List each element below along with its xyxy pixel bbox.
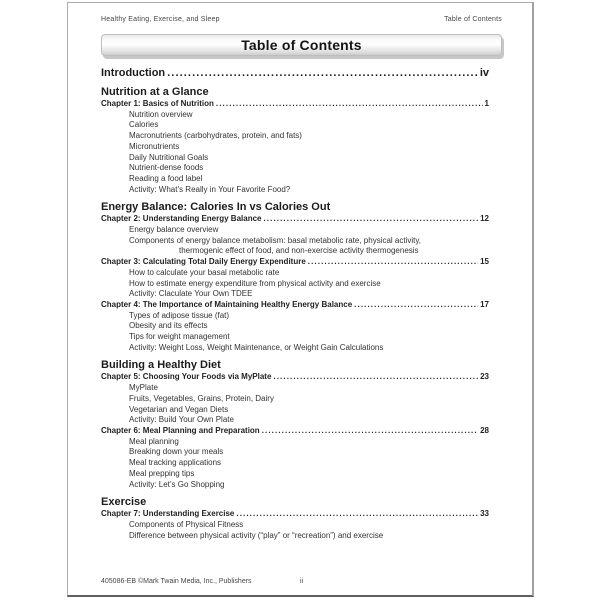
toc-entry-label: Types of adipose tissue (fat)	[129, 310, 230, 320]
toc-entry-chapter	[101, 257, 502, 268]
page-title: Table of Contents	[241, 37, 362, 53]
toc-entry-label: Chapter 6: Meal Planning and Preparation	[101, 425, 260, 435]
toc-page-number: 33	[480, 509, 489, 519]
toc-entry-item	[101, 142, 502, 153]
toc-entry-item	[101, 447, 502, 458]
toc-entry-section	[101, 359, 502, 372]
toc-entry-item	[101, 110, 502, 121]
toc-entry-label: Activity: What’s Really in Your Favorite Food?	[129, 184, 291, 194]
toc-page-number: 1	[484, 99, 489, 108]
toc-entry-chapter	[101, 509, 502, 520]
toc-entry-item	[101, 289, 502, 300]
toc-leader-dots	[308, 257, 478, 268]
toc-entry-label: Nutrient-dense foods	[129, 163, 204, 173]
toc-entry-item	[101, 163, 502, 174]
toc-entry-intro	[101, 67, 502, 80]
toc-entry-item	[101, 394, 502, 405]
toc-entry-item	[101, 343, 502, 354]
toc-leader-dots	[167, 67, 478, 80]
document-page	[67, 2, 534, 597]
toc-page-number: 17	[480, 299, 489, 309]
toc-entry-label: Activity: Let’s Go Shopping	[129, 479, 225, 489]
toc-entry-label: Chapter 1: Basics of Nutrition	[101, 99, 214, 108]
toc-entry-item	[101, 279, 502, 290]
toc-entry-label: Chapter 3: Calculating Total Daily Energy Expenditure	[101, 257, 306, 267]
toc-entry-label: Activity: Claculate Your Own TDEE	[129, 289, 253, 299]
toc-entry-chapter	[101, 426, 502, 437]
toc-entry-label: Energy balance overview	[129, 225, 219, 235]
toc-entry-label: How to calculate your basal metabolic rate	[129, 267, 280, 277]
toc-entry-section	[101, 496, 502, 509]
toc-entry-label: Activity: Weight Loss, Weight Maintenance, or Weight Gain Calculations	[129, 342, 384, 352]
toc-entry-label: Components of Physical Fitness	[129, 519, 244, 529]
toc-entry-chapter	[101, 300, 502, 311]
toc-entry-label: Exercise	[101, 496, 147, 509]
toc-title-banner	[101, 34, 502, 56]
toc-entry-item	[101, 268, 502, 279]
toc-entry-label: Chapter 2: Understanding Energy Balance	[101, 214, 262, 224]
toc-entry-item	[101, 225, 502, 236]
toc-entry-item	[101, 437, 502, 448]
toc-entry-label: Nutrition overview	[129, 109, 193, 119]
toc-entry-label: Nutrition at a Glance	[101, 86, 209, 98]
toc-entry-chapter	[101, 214, 502, 225]
toc-leader-dots	[263, 214, 478, 225]
toc-entry-label: Vegetarian and Vegan Diets	[129, 404, 229, 414]
toc-entry-label: Calories	[129, 120, 159, 130]
toc-entry-label: Energy Balance: Calories In vs Calories Out	[101, 201, 331, 214]
toc-leader-dots	[273, 372, 478, 383]
toc-entry-label: Meal prepping tips	[129, 468, 195, 478]
footer-publisher-credit: 405086-EB ©Mark Twain Media, Inc., Publishers	[101, 578, 252, 585]
toc-leader-dots	[354, 300, 478, 311]
toc-leader-dots	[236, 509, 478, 520]
toc-entry-label: Obesity and its effects	[129, 321, 208, 331]
toc-entry-item	[101, 321, 502, 332]
toc-entry-label: Tips for weight management	[129, 332, 230, 342]
toc-entry-label: Introduction	[101, 67, 166, 79]
footer-page-number: ii	[299, 578, 304, 585]
toc-entry-item	[101, 531, 502, 542]
toc-entry-item	[101, 311, 502, 322]
toc-leader-dots	[216, 99, 483, 110]
toc-entry-label: Activity: Build Your Own Plate	[129, 415, 234, 425]
toc-page-number: 12	[480, 214, 489, 224]
toc-leader-dots	[262, 426, 478, 437]
toc-entry-item	[101, 120, 502, 131]
toc-entry-label: Macronutrients (carbohydrates, protein, and fats)	[129, 131, 302, 141]
toc-entry-label: How to estimate energy expenditure from physical activity and exercise	[129, 278, 381, 288]
toc-entry-item	[101, 185, 502, 196]
running-header-book-title: Healthy Eating, Exercise, and Sleep	[101, 16, 220, 23]
toc-entry-item	[101, 458, 502, 469]
toc-entry-item	[101, 332, 502, 343]
toc-entry-item	[101, 236, 502, 247]
toc-entry-label: Components of energy balance metabolism: basal metabolic rate, physical activity,	[129, 235, 421, 245]
toc-entry-label: Building a Healthy Diet	[101, 359, 221, 372]
toc-entry-label: Micronutrients	[129, 141, 180, 151]
toc-entry-item2	[101, 246, 502, 257]
toc-entry-label: Breaking down your meals	[129, 447, 224, 457]
toc-entry-label: Difference between physical activity (“play” or “recreation”) and exercise	[129, 530, 384, 540]
toc-entry-chapter	[101, 372, 502, 383]
running-header	[101, 16, 502, 23]
toc-entry-chapter	[101, 99, 502, 110]
toc-entry-section	[101, 86, 502, 99]
toc-entry-item	[101, 131, 502, 142]
toc-page-number: 15	[480, 257, 489, 267]
toc-entry-item	[101, 469, 502, 480]
toc-entry-label: Meal planning	[129, 436, 179, 446]
toc-entry-item	[101, 153, 502, 164]
toc-entry-item	[101, 480, 502, 491]
toc-entry-item	[101, 174, 502, 185]
toc-entry-item	[101, 405, 502, 416]
toc-entry-label: Chapter 4: The Importance of Maintaining Healthy Energy Balance	[101, 299, 353, 309]
toc-entry-label: Reading a food label	[129, 173, 203, 183]
toc-entry-label: MyPlate	[129, 383, 158, 393]
toc-entry-label: Chapter 7: Understanding Exercise	[101, 509, 235, 519]
toc-page-number: iv	[479, 67, 489, 79]
toc-entry-item	[101, 520, 502, 531]
toc-entry-section	[101, 201, 502, 214]
toc-entry-item	[101, 383, 502, 394]
toc-entry-label: Fruits, Vegetables, Grains, Protein, Dairy	[129, 393, 274, 403]
toc-list	[101, 67, 502, 541]
toc-entry-item	[101, 415, 502, 426]
toc-page-number: 23	[480, 372, 489, 382]
toc-entry-label: Meal tracking applications	[129, 458, 222, 468]
toc-entry-label: thermogenic effect of food, and non-exercise activity thermogenesis	[179, 246, 419, 256]
toc-entry-label: Daily Nutritional Goals	[129, 152, 209, 162]
toc-page-number: 28	[480, 425, 489, 435]
toc-entry-label: Chapter 5: Choosing Your Foods via MyPlate	[101, 372, 272, 382]
running-header-section-label: Table of Contents	[444, 16, 502, 23]
